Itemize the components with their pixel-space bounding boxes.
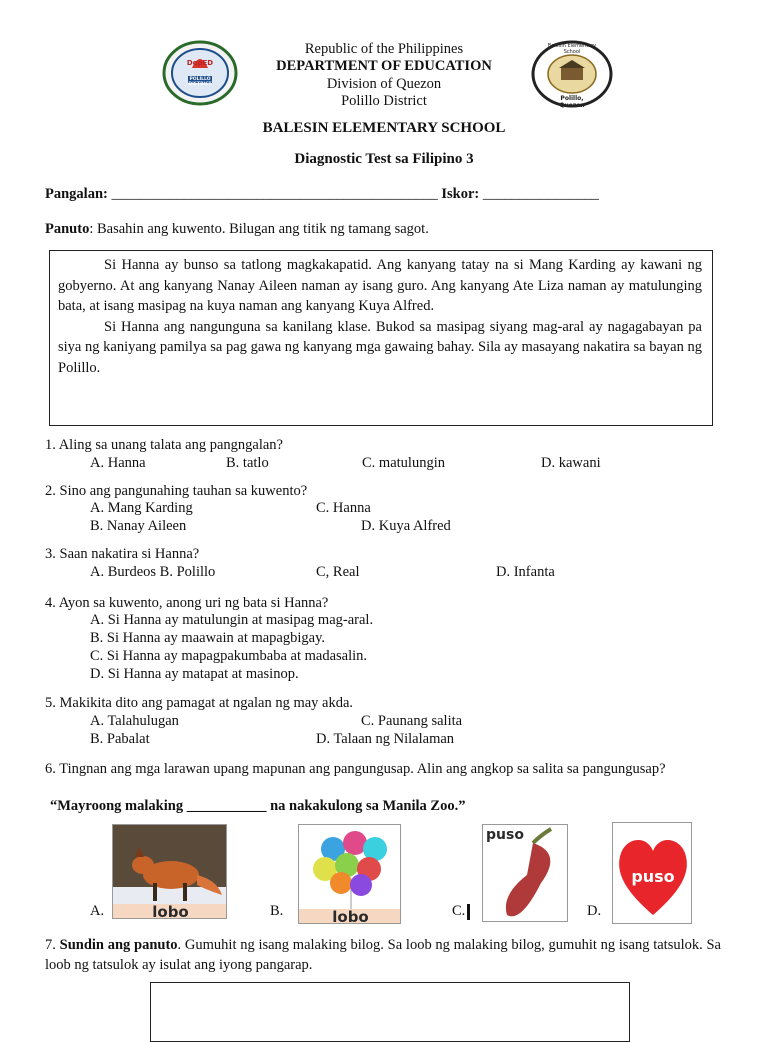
school-logo-text: Balesin Elementary School	[547, 43, 597, 55]
q3-option-c[interactable]: C, Real	[316, 564, 360, 580]
score-line: ________________	[482, 186, 599, 202]
q2-option-a[interactable]: A. Mang Karding	[90, 500, 193, 516]
name-score-row	[45, 186, 599, 203]
q2-option-c[interactable]: C. Hanna	[316, 500, 371, 516]
question-7-label: 7.	[45, 937, 60, 953]
score-label: Iskor:	[441, 186, 480, 202]
q5-option-a[interactable]: A. Talahulugan	[90, 713, 179, 729]
school-logo-subtext: Polillo, Quezon	[559, 95, 585, 109]
q6-option-b[interactable]: B.	[270, 903, 284, 919]
question-7-text: . Gumuhit ng isang malaking bilog. Sa loob ng malaking bilog, gumuhit ng isang tatsulok. Sa loob ng tatsulok ay isulat ang iyong pangarap.	[45, 937, 721, 973]
answer-drawing-box[interactable]	[150, 982, 630, 1042]
q5-option-d[interactable]: D. Talaan ng Nilalaman	[316, 731, 455, 747]
test-title: Diagnostic Test sa Filipino 3	[294, 151, 474, 167]
balloons-picture[interactable]	[298, 824, 401, 924]
heart-caption: puso	[631, 867, 675, 886]
q5-option-c[interactable]: C. Paunang salita	[361, 713, 463, 729]
story-paragraph-2: Si Hanna ang nangunguna sa kanilang klase. Bukod sa masipag siyang mag-aral ay nagagabayan pa siya ng kaniyang pamilya sa pag gawa ng kanyang mga gawaing bahay. Sila ay masayang nakatira sa bayan ng Polillo.	[58, 318, 702, 376]
instructions-label: Panuto	[45, 221, 90, 237]
instructions	[45, 221, 429, 238]
q6-option-c[interactable]: C.	[452, 903, 466, 919]
name-line: _____________________________________________	[111, 186, 438, 202]
question-5: 5. Makikita dito ang pamagat at ngalan ng may akda.	[45, 695, 354, 711]
q1-option-c[interactable]: C. matulungin	[362, 455, 445, 471]
question-4: 4. Ayon sa kuwento, anong uri ng bata si Hanna?	[45, 595, 329, 611]
option-c-marker	[467, 904, 470, 920]
fox-caption: lobo	[113, 904, 227, 919]
name-label: Pangalan:	[45, 186, 108, 202]
story-box	[49, 250, 713, 426]
header-division: Division of Quezon	[326, 76, 442, 92]
question-3: 3. Saan nakatira si Hanna?	[45, 546, 200, 562]
q6-option-a[interactable]: A.	[90, 903, 105, 919]
q4-option-a[interactable]: A. Si Hanna ay matulungin at masipag mag-aral.	[90, 612, 374, 628]
heart-picture[interactable]	[612, 822, 692, 924]
q3-option-d[interactable]: D. Infanta	[496, 564, 555, 580]
q1-option-a[interactable]: A. Hanna	[90, 455, 146, 471]
deped-logo-subtext: POLILLO DISTRICT	[188, 77, 212, 87]
q4-option-c[interactable]: C. Si Hanna ay mapagpakumbaba at madasalin.	[90, 648, 368, 664]
question-7	[45, 935, 721, 975]
q6-option-d[interactable]: D.	[587, 903, 602, 919]
question-6: 6. Tingnan ang mga larawan upang mapunan ang pangungusap. Alin ang angkop sa salita sa pangungusap?	[45, 761, 666, 777]
fox-picture[interactable]	[112, 824, 227, 919]
deped-logo-text: DepED	[186, 59, 214, 67]
q2-option-b[interactable]: B. Nanay Aileen	[90, 518, 187, 534]
q3-option-a-b[interactable]: A. Burdeos B. Polillo	[90, 564, 216, 580]
instructions-text: : Basahin ang kuwento. Bilugan ang titik ng tamang sagot.	[89, 221, 429, 237]
header-deped: DEPARTMENT OF EDUCATION	[276, 58, 492, 74]
banana-heart-picture[interactable]	[482, 824, 568, 922]
school-name: BALESIN ELEMENTARY SCHOOL	[262, 120, 506, 136]
q2-option-d[interactable]: D. Kuya Alfred	[361, 518, 451, 534]
banana-heart-caption: puso	[486, 827, 524, 843]
question-1: 1. Aling sa unang talata ang pangngalan?	[45, 437, 283, 453]
story-paragraph-1: Si Hanna ay bunso sa tatlong magkakapatid. Ang kanyang tatay na si Mang Karding ay kawani ng gobyerno. At ang kanyang Nanay Aileen naman ay isang guro. Ang kanyang Ate Liza naman ay matulunging bata, at isang masipag na kuya naman ang kanyang Kuya Alfred.	[58, 257, 702, 314]
q1-option-d[interactable]: D. kawani	[541, 455, 601, 471]
balloons-caption: lobo	[299, 909, 401, 924]
q1-option-b[interactable]: B. tatlo	[226, 455, 269, 471]
q4-option-d[interactable]: D. Si Hanna ay matapat at masinop.	[90, 666, 299, 682]
q4-option-b[interactable]: B. Si Hanna ay maawain at mapagbigay.	[90, 630, 326, 646]
q5-option-b[interactable]: B. Pabalat	[90, 731, 150, 747]
question-6-sentence: “Mayroong malaking ___________ na nakakulong sa Manila Zoo.”	[50, 798, 466, 814]
question-2: 2. Sino ang pangunahing tauhan sa kuwento?	[45, 483, 308, 499]
header-district: Polillo District	[341, 93, 427, 109]
question-7-bold: Sundin ang panuto	[59, 937, 178, 953]
header-republic: Republic of the Philippines	[304, 41, 464, 57]
